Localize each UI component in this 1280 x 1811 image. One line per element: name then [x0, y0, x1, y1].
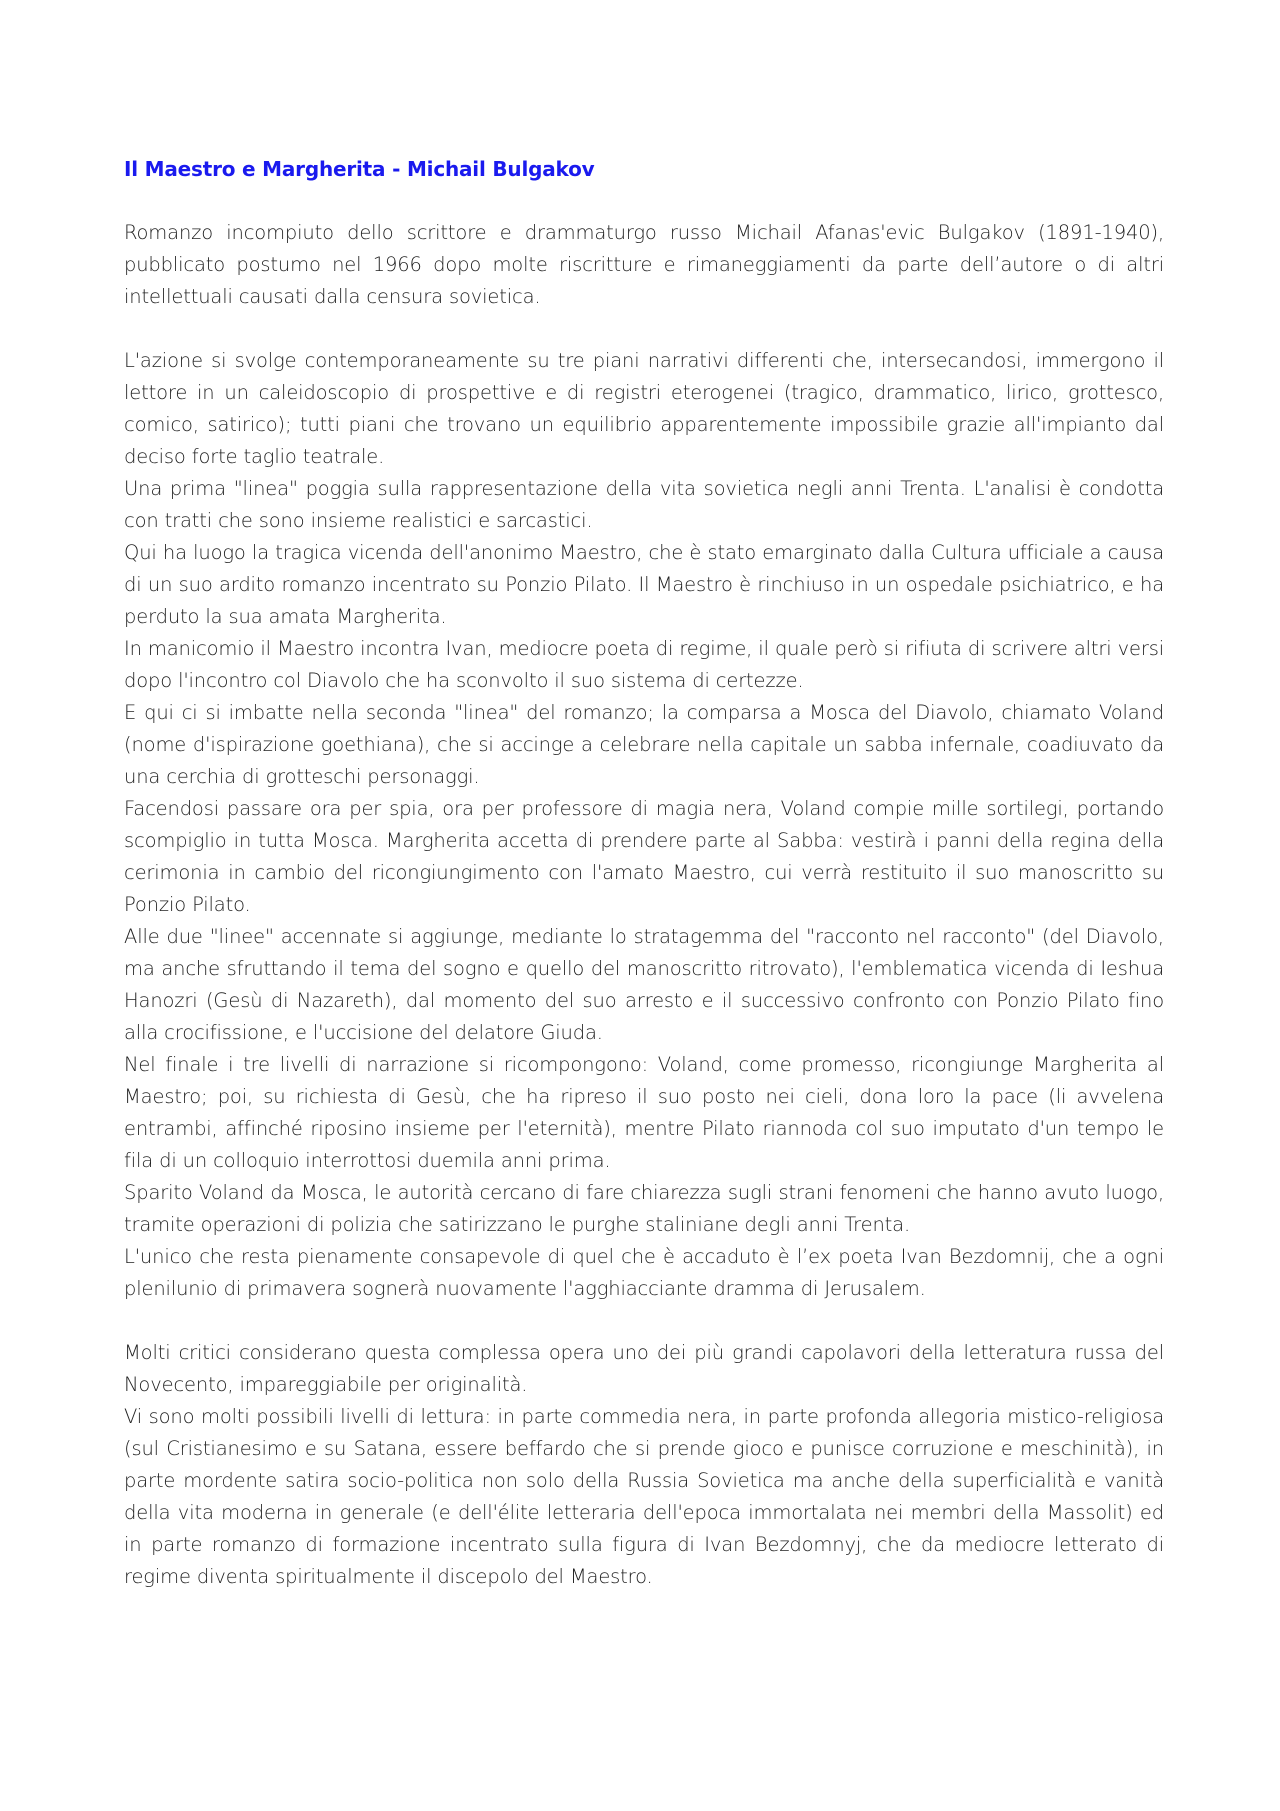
- paragraph: L'unico che resta pienamente consapevole di quel che è accaduto è l’ex poeta Ivan Bezdomnij, che a ogni plenilunio di primavera sognerà nuovamente l'agghiacciante dramma di Jerusalem.: [124, 1245, 1164, 1300]
- text-section: [124, 1337, 1164, 1593]
- text-section: [124, 345, 1164, 1305]
- text-section: [124, 217, 1164, 313]
- paragraph: Vi sono molti possibili livelli di lettura: in parte commedia nera, in parte profonda allegoria mistico-religiosa (sul Cristianesimo e su Satana, essere beffardo che si prende gioco e punisce corruzione e meschinità), in parte mordente satira socio-politica non solo della Russia Sovietica ma anche della superficialità e vanità della vita moderna in generale (e dell'élite letteraria dell'epoca immortalata nei membri della Massolit) ed in parte romanzo di formazione incentrato sulla figura di Ivan Bezdomnyj, che da mediocre letterato di regime diventa spiritualmente il discepolo del Maestro.: [124, 1405, 1164, 1588]
- document-page: [124, 153, 1164, 1625]
- paragraph: Nel finale i tre livelli di narrazione si ricompongono: Voland, come promesso, ricongiunge Margherita al Maestro; poi, su richiesta di Gesù, che ha ripreso il suo posto nei cieli, dona loro la pace (li avvelena entrambi, affinché riposino insieme per l'eternità), mentre Pilato riannoda col suo imputato d'un tempo le fila di un colloquio interrottosi duemila anni prima.: [124, 1053, 1164, 1172]
- paragraph: Qui ha luogo la tragica vicenda dell'anonimo Maestro, che è stato emarginato dalla Cultura ufficiale a causa di un suo ardito romanzo incentrato su Ponzio Pilato. Il Maestro è rinchiuso in un ospedale psichiatrico, e ha perduto la sua amata Margherita.: [124, 541, 1164, 628]
- paragraph: Sparito Voland da Mosca, le autorità cercano di fare chiarezza sugli strani fenomeni che hanno avuto luogo, tramite operazioni di polizia che satirizzano le purghe staliniane degli anni Trenta.: [124, 1181, 1164, 1236]
- document-title: Il Maestro e Margherita - Michail Bulgakov: [124, 157, 595, 181]
- paragraph: In manicomio il Maestro incontra Ivan, mediocre poeta di regime, il quale però si rifiuta di scrivere altri versi dopo l'incontro col Diavolo che ha sconvolto il suo sistema di certezze.: [124, 637, 1164, 692]
- paragraph: Una prima "linea" poggia sulla rappresentazione della vita sovietica negli anni Trenta. L'analisi è condotta con tratti che sono insieme realistici e sarcastici.: [124, 477, 1164, 532]
- paragraph: E qui ci si imbatte nella seconda "linea" del romanzo; la comparsa a Mosca del Diavolo, chiamato Voland (nome d'ispirazione goethiana), che si accinge a celebrare nella capitale un sabba infernale, coadiuvato da una cerchia di grotteschi personaggi.: [124, 701, 1164, 788]
- paragraph: L'azione si svolge contemporaneamente su tre piani narrativi differenti che, intersecandosi, immergono il lettore in un caleidoscopio di prospettive e di registri eterogenei (tragico, drammatico, lirico, grottesco, comico, satirico); tutti piani che trovano un equilibrio apparentemente impossibile grazie all'impianto dal deciso forte taglio teatrale.: [124, 349, 1164, 468]
- document-body: [124, 217, 1164, 1593]
- paragraph: Molti critici considerano questa complessa opera uno dei più grandi capolavori della letteratura russa del Novecento, impareggiabile per originalità.: [124, 1341, 1164, 1396]
- paragraph: Romanzo incompiuto dello scrittore e drammaturgo russo Michail Afanas'evic Bulgakov (1891-1940), pubblicato postumo nel 1966 dopo molte riscritture e rimaneggiamenti da parte dell’autore o di altri intellettuali causati dalla censura sovietica.: [124, 221, 1164, 308]
- paragraph: Facendosi passare ora per spia, ora per professore di magia nera, Voland compie mille sortilegi, portando scompiglio in tutta Mosca. Margherita accetta di prendere parte al Sabba: vestirà i panni della regina della cerimonia in cambio del ricongiungimento con l'amato Maestro, cui verrà restituito il suo manoscritto su Ponzio Pilato.: [124, 797, 1164, 916]
- paragraph: Alle due "linee" accennate si aggiunge, mediante lo stratagemma del "racconto nel racconto" (del Diavolo, ma anche sfruttando il tema del sogno e quello del manoscritto ritrovato), l'emblematica vicenda di Ieshua Hanozri (Gesù di Nazareth), dal momento del suo arresto e il successivo confronto con Ponzio Pilato fino alla crocifissione, e l'uccisione del delatore Giuda.: [124, 925, 1164, 1044]
